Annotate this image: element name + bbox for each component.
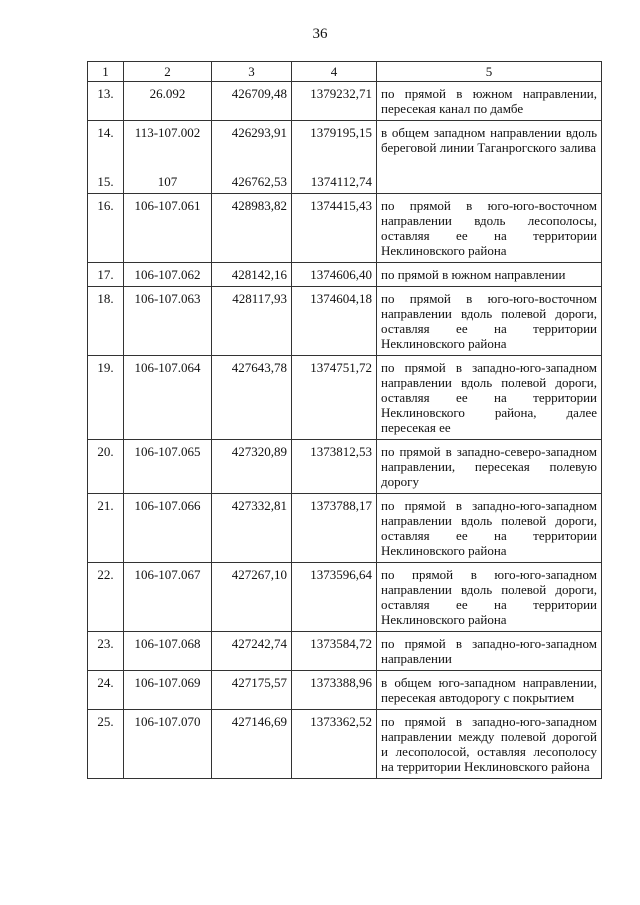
point-code: 106-107.063 bbox=[124, 287, 212, 356]
boundary-description: по прямой в юго-юго-западном направлении вдоль полевой дороги, оставляя ее на территории Неклиновского района bbox=[377, 563, 602, 632]
y-coordinate: 1373388,96 bbox=[292, 671, 377, 710]
column-header: 5 bbox=[377, 62, 602, 82]
point-code: 106-107.066 bbox=[124, 494, 212, 563]
row-number: 16. bbox=[88, 194, 124, 263]
y-coordinate: 1374112,74 bbox=[310, 174, 372, 189]
boundary-description: по прямой в южном направлении, пересекая канал по дамбе bbox=[377, 82, 602, 121]
boundary-coordinates-table bbox=[87, 61, 602, 779]
column-header: 1 bbox=[88, 62, 124, 82]
point-code-cell bbox=[124, 121, 212, 194]
x-coordinate: 427146,69 bbox=[212, 710, 292, 779]
x-coordinate: 428117,93 bbox=[212, 287, 292, 356]
table-row bbox=[88, 563, 602, 632]
x-coordinate: 426762,53 bbox=[231, 174, 287, 189]
column-header: 4 bbox=[292, 62, 377, 82]
table-row bbox=[88, 356, 602, 440]
point-code: 107 bbox=[157, 174, 178, 189]
x-coordinate: 427175,57 bbox=[212, 671, 292, 710]
table-row bbox=[88, 710, 602, 779]
y-coordinate: 1374606,40 bbox=[292, 263, 377, 287]
point-code: 106-107.068 bbox=[124, 632, 212, 671]
boundary-description: по прямой в западно-юго-западном направлении вдоль полевой дороги, оставляя ее на территории Неклиновского района, далее пересекая ее bbox=[377, 356, 602, 440]
point-code: 106-107.070 bbox=[124, 710, 212, 779]
row-number: 15. bbox=[97, 174, 114, 189]
point-code: 106-107.065 bbox=[124, 440, 212, 494]
table-row bbox=[88, 440, 602, 494]
x-coordinate-cell bbox=[212, 121, 292, 194]
boundary-description: по прямой в западно-северо-западном направлении, пересекая полевую дорогу bbox=[377, 440, 602, 494]
point-code: 106-107.064 bbox=[124, 356, 212, 440]
column-header: 2 bbox=[124, 62, 212, 82]
table-header-row bbox=[88, 62, 602, 82]
point-code: 106-107.061 bbox=[124, 194, 212, 263]
boundary-description: по прямой в юго-юго-восточном направлении вдоль полевой дороги, оставляя ее на территории Неклиновского района bbox=[377, 287, 602, 356]
table-row bbox=[88, 121, 602, 194]
row-number: 17. bbox=[88, 263, 124, 287]
y-coordinate: 1379195,15 bbox=[310, 125, 372, 140]
table-row bbox=[88, 263, 602, 287]
boundary-description: по прямой в южном направлении bbox=[377, 263, 602, 287]
y-coordinate: 1373812,53 bbox=[292, 440, 377, 494]
boundary-description: по прямой в западно-юго-западном направлении bbox=[377, 632, 602, 671]
row-number: 14. bbox=[97, 125, 114, 140]
table-row bbox=[88, 82, 602, 121]
table-row bbox=[88, 287, 602, 356]
y-coordinate: 1374751,72 bbox=[292, 356, 377, 440]
row-number: 18. bbox=[88, 287, 124, 356]
boundary-description: по прямой в западно-юго-западном направлении вдоль полевой дороги, оставляя ее на территории Неклиновского района bbox=[377, 494, 602, 563]
point-code: 106-107.062 bbox=[124, 263, 212, 287]
y-coordinate-cell bbox=[292, 121, 377, 194]
page-number: 36 bbox=[312, 26, 328, 42]
boundary-description: по прямой в западно-юго-западном направлении между полевой дорогой и лесополосой, оставляя лесополосу на территории Неклиновского района bbox=[377, 710, 602, 779]
x-coordinate: 427242,74 bbox=[212, 632, 292, 671]
row-number: 21. bbox=[88, 494, 124, 563]
y-coordinate: 1373362,52 bbox=[292, 710, 377, 779]
column-header: 3 bbox=[212, 62, 292, 82]
boundary-description: в общем юго-западном направлении, пересекая автодорогу с покрытием bbox=[377, 671, 602, 710]
row-number: 13. bbox=[88, 82, 124, 121]
row-number: 19. bbox=[88, 356, 124, 440]
x-coordinate: 428983,82 bbox=[212, 194, 292, 263]
row-number-cell bbox=[88, 121, 124, 194]
x-coordinate: 427320,89 bbox=[212, 440, 292, 494]
table-row bbox=[88, 494, 602, 563]
row-number: 23. bbox=[88, 632, 124, 671]
table-row bbox=[88, 194, 602, 263]
boundary-description: в общем западном направлении вдоль береговой линии Таганрогского залива bbox=[377, 121, 602, 194]
x-coordinate: 427332,81 bbox=[212, 494, 292, 563]
row-number: 22. bbox=[88, 563, 124, 632]
point-code: 113-107.002 bbox=[134, 125, 201, 140]
table-row bbox=[88, 671, 602, 710]
row-number: 24. bbox=[88, 671, 124, 710]
row-number: 20. bbox=[88, 440, 124, 494]
point-code: 106-107.067 bbox=[124, 563, 212, 632]
y-coordinate: 1373596,64 bbox=[292, 563, 377, 632]
row-number: 25. bbox=[88, 710, 124, 779]
table-row bbox=[88, 632, 602, 671]
y-coordinate: 1374604,18 bbox=[292, 287, 377, 356]
x-coordinate: 426709,48 bbox=[212, 82, 292, 121]
y-coordinate: 1374415,43 bbox=[292, 194, 377, 263]
x-coordinate: 427643,78 bbox=[212, 356, 292, 440]
x-coordinate: 428142,16 bbox=[212, 263, 292, 287]
x-coordinate: 426293,91 bbox=[231, 125, 287, 140]
point-code: 106-107.069 bbox=[124, 671, 212, 710]
y-coordinate: 1379232,71 bbox=[292, 82, 377, 121]
boundary-description: по прямой в юго-юго-восточном направлении вдоль лесополосы, оставляя ее на территории Неклиновского района bbox=[377, 194, 602, 263]
point-code: 26.092 bbox=[124, 82, 212, 121]
y-coordinate: 1373788,17 bbox=[292, 494, 377, 563]
y-coordinate: 1373584,72 bbox=[292, 632, 377, 671]
x-coordinate: 427267,10 bbox=[212, 563, 292, 632]
